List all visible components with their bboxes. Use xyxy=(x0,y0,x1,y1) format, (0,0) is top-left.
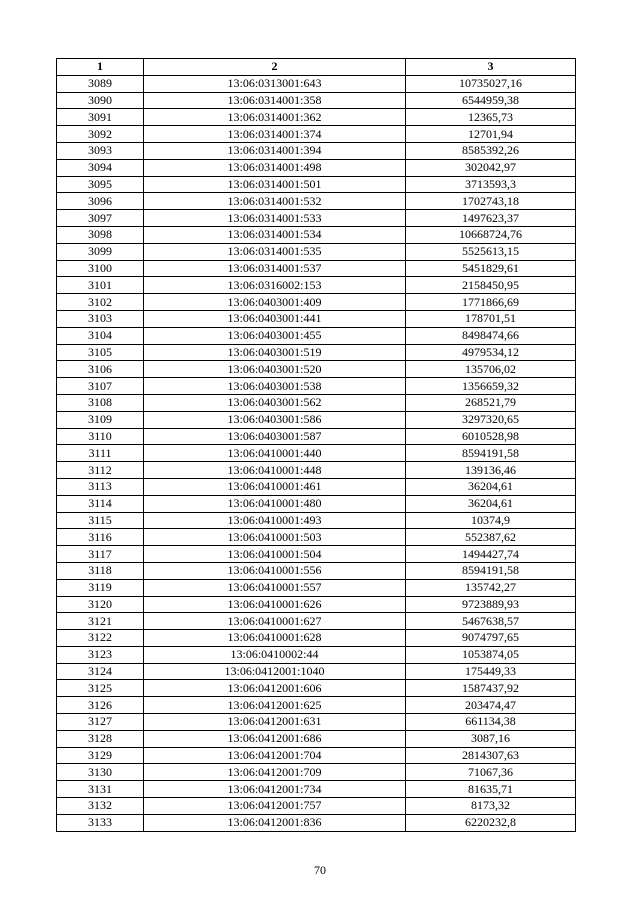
row-number-cell: 3118 xyxy=(57,562,144,579)
cadastral-number-cell: 13:06:0314001:534 xyxy=(144,226,406,243)
row-number-cell: 3101 xyxy=(57,277,144,294)
table-row xyxy=(57,193,576,210)
row-number-cell: 3089 xyxy=(57,75,144,92)
value-cell: 135742,27 xyxy=(406,579,576,596)
cadastral-number-cell: 13:06:0410001:626 xyxy=(144,596,406,613)
cadastral-number-cell: 13:06:0410001:448 xyxy=(144,462,406,479)
row-number-cell: 3108 xyxy=(57,394,144,411)
cadastral-number-cell: 13:06:0314001:394 xyxy=(144,142,406,159)
cadastral-number-cell: 13:06:0403001:562 xyxy=(144,394,406,411)
table-row xyxy=(57,680,576,697)
row-number-cell: 3113 xyxy=(57,478,144,495)
table-row xyxy=(57,781,576,798)
cadastral-number-cell: 13:06:0410001:461 xyxy=(144,478,406,495)
table-row xyxy=(57,126,576,143)
row-number-cell: 3093 xyxy=(57,142,144,159)
table-row xyxy=(57,394,576,411)
row-number-cell: 3124 xyxy=(57,663,144,680)
header-row xyxy=(57,59,576,76)
table-body xyxy=(57,75,576,831)
table-row xyxy=(57,310,576,327)
value-cell: 661134,38 xyxy=(406,714,576,731)
table-row xyxy=(57,92,576,109)
cadastral-number-cell: 13:06:0314001:532 xyxy=(144,193,406,210)
row-number-cell: 3090 xyxy=(57,92,144,109)
row-number-cell: 3131 xyxy=(57,781,144,798)
table-row xyxy=(57,277,576,294)
table-row xyxy=(57,562,576,579)
value-cell: 71067,36 xyxy=(406,764,576,781)
cadastral-number-cell: 13:06:0314001:533 xyxy=(144,210,406,227)
row-number-cell: 3129 xyxy=(57,747,144,764)
table-row xyxy=(57,814,576,831)
row-number-cell: 3117 xyxy=(57,546,144,563)
table-row xyxy=(57,243,576,260)
cadastral-number-cell: 13:06:0412001:836 xyxy=(144,814,406,831)
header-cell-2: 2 xyxy=(144,59,406,76)
cadastral-number-cell: 13:06:0403001:519 xyxy=(144,344,406,361)
row-number-cell: 3111 xyxy=(57,445,144,462)
value-cell: 1053874,05 xyxy=(406,646,576,663)
table-row xyxy=(57,462,576,479)
row-number-cell: 3128 xyxy=(57,730,144,747)
value-cell: 3087,16 xyxy=(406,730,576,747)
row-number-cell: 3104 xyxy=(57,327,144,344)
cadastral-number-cell: 13:06:0410001:628 xyxy=(144,630,406,647)
value-cell: 5451829,61 xyxy=(406,260,576,277)
value-cell: 175449,33 xyxy=(406,663,576,680)
cadastral-number-cell: 13:06:0403001:520 xyxy=(144,361,406,378)
cadastral-number-cell: 13:06:0412001:1040 xyxy=(144,663,406,680)
table-row xyxy=(57,260,576,277)
cadastral-number-cell: 13:06:0410001:503 xyxy=(144,529,406,546)
value-cell: 4979534,12 xyxy=(406,344,576,361)
table-row xyxy=(57,159,576,176)
table-row xyxy=(57,646,576,663)
value-cell: 6544959,38 xyxy=(406,92,576,109)
row-number-cell: 3110 xyxy=(57,428,144,445)
cadastral-number-cell: 13:06:0314001:535 xyxy=(144,243,406,260)
cadastral-number-cell: 13:06:0410001:440 xyxy=(144,445,406,462)
page-number: 70 xyxy=(314,863,326,877)
row-number-cell: 3122 xyxy=(57,630,144,647)
row-number-cell: 3126 xyxy=(57,697,144,714)
table-row xyxy=(57,730,576,747)
row-number-cell: 3094 xyxy=(57,159,144,176)
row-number-cell: 3107 xyxy=(57,378,144,395)
value-cell: 203474,47 xyxy=(406,697,576,714)
row-number-cell: 3130 xyxy=(57,764,144,781)
value-cell: 3713593,3 xyxy=(406,176,576,193)
value-cell: 1702743,18 xyxy=(406,193,576,210)
value-cell: 9074797,65 xyxy=(406,630,576,647)
value-cell: 10374,9 xyxy=(406,512,576,529)
row-number-cell: 3103 xyxy=(57,310,144,327)
table-row xyxy=(57,495,576,512)
row-number-cell: 3114 xyxy=(57,495,144,512)
value-cell: 2158450,95 xyxy=(406,277,576,294)
table-header xyxy=(57,59,576,76)
cadastral-number-cell: 13:06:0412001:704 xyxy=(144,747,406,764)
row-number-cell: 3127 xyxy=(57,714,144,731)
cadastral-number-cell: 13:06:0403001:441 xyxy=(144,310,406,327)
value-cell: 8173,32 xyxy=(406,798,576,815)
table-row xyxy=(57,663,576,680)
row-number-cell: 3121 xyxy=(57,613,144,630)
row-number-cell: 3115 xyxy=(57,512,144,529)
cadastral-number-cell: 13:06:0314001:537 xyxy=(144,260,406,277)
value-cell: 8594191,58 xyxy=(406,562,576,579)
row-number-cell: 3096 xyxy=(57,193,144,210)
header-cell-1: 1 xyxy=(57,59,144,76)
value-cell: 36204,61 xyxy=(406,478,576,495)
row-number-cell: 3133 xyxy=(57,814,144,831)
row-number-cell: 3099 xyxy=(57,243,144,260)
cadastral-number-cell: 13:06:0403001:538 xyxy=(144,378,406,395)
cadastral-number-cell: 13:06:0313001:643 xyxy=(144,75,406,92)
table-row xyxy=(57,176,576,193)
table-row xyxy=(57,226,576,243)
cadastral-number-cell: 13:06:0410001:557 xyxy=(144,579,406,596)
table-row xyxy=(57,613,576,630)
value-cell: 1771866,69 xyxy=(406,294,576,311)
row-number-cell: 3097 xyxy=(57,210,144,227)
value-cell: 10735027,16 xyxy=(406,75,576,92)
table-row xyxy=(57,75,576,92)
value-cell: 6220232,8 xyxy=(406,814,576,831)
row-number-cell: 3112 xyxy=(57,462,144,479)
value-cell: 1356659,32 xyxy=(406,378,576,395)
table-row xyxy=(57,344,576,361)
cadastral-number-cell: 13:06:0412001:625 xyxy=(144,697,406,714)
value-cell: 8585392,26 xyxy=(406,142,576,159)
row-number-cell: 3095 xyxy=(57,176,144,193)
cadastral-number-cell: 13:06:0403001:586 xyxy=(144,411,406,428)
row-number-cell: 3119 xyxy=(57,579,144,596)
value-cell: 178701,51 xyxy=(406,310,576,327)
value-cell: 1494427,74 xyxy=(406,546,576,563)
value-cell: 12365,73 xyxy=(406,109,576,126)
value-cell: 12701,94 xyxy=(406,126,576,143)
cadastral-number-cell: 13:06:0410001:493 xyxy=(144,512,406,529)
row-number-cell: 3123 xyxy=(57,646,144,663)
cadastral-number-cell: 13:06:0314001:358 xyxy=(144,92,406,109)
row-number-cell: 3100 xyxy=(57,260,144,277)
table-row xyxy=(57,478,576,495)
table-row xyxy=(57,411,576,428)
value-cell: 36204,61 xyxy=(406,495,576,512)
table-row xyxy=(57,361,576,378)
row-number-cell: 3125 xyxy=(57,680,144,697)
cadastral-number-cell: 13:06:0412001:606 xyxy=(144,680,406,697)
table-row xyxy=(57,378,576,395)
value-cell: 5525613,15 xyxy=(406,243,576,260)
cadastral-number-cell: 13:06:0403001:409 xyxy=(144,294,406,311)
value-cell: 6010528,98 xyxy=(406,428,576,445)
cadastral-number-cell: 13:06:0314001:374 xyxy=(144,126,406,143)
row-number-cell: 3102 xyxy=(57,294,144,311)
table-row xyxy=(57,764,576,781)
value-cell: 135706,02 xyxy=(406,361,576,378)
value-cell: 552387,62 xyxy=(406,529,576,546)
table-row xyxy=(57,747,576,764)
cadastral-number-cell: 13:06:0314001:501 xyxy=(144,176,406,193)
cadastral-number-cell: 13:06:0410001:627 xyxy=(144,613,406,630)
row-number-cell: 3091 xyxy=(57,109,144,126)
value-cell: 3297320,65 xyxy=(406,411,576,428)
table-row xyxy=(57,697,576,714)
table-row xyxy=(57,327,576,344)
value-cell: 1587437,92 xyxy=(406,680,576,697)
value-cell: 5467638,57 xyxy=(406,613,576,630)
cadastral-number-cell: 13:06:0412001:631 xyxy=(144,714,406,731)
cadastral-number-cell: 13:06:0403001:587 xyxy=(144,428,406,445)
value-cell: 2814307,63 xyxy=(406,747,576,764)
table-row xyxy=(57,546,576,563)
cadastral-number-cell: 13:06:0410001:556 xyxy=(144,562,406,579)
row-number-cell: 3132 xyxy=(57,798,144,815)
table-row xyxy=(57,630,576,647)
row-number-cell: 3106 xyxy=(57,361,144,378)
table-row xyxy=(57,512,576,529)
cadastral-number-cell: 13:06:0314001:498 xyxy=(144,159,406,176)
value-cell: 9723889,93 xyxy=(406,596,576,613)
table-row xyxy=(57,142,576,159)
table-row xyxy=(57,445,576,462)
cadastral-number-cell: 13:06:0316002:153 xyxy=(144,277,406,294)
value-cell: 10668724,76 xyxy=(406,226,576,243)
value-cell: 268521,79 xyxy=(406,394,576,411)
cadastral-number-cell: 13:06:0410001:480 xyxy=(144,495,406,512)
table-row xyxy=(57,428,576,445)
cadastral-number-cell: 13:06:0412001:709 xyxy=(144,764,406,781)
value-cell: 1497623,37 xyxy=(406,210,576,227)
value-cell: 302042,97 xyxy=(406,159,576,176)
row-number-cell: 3105 xyxy=(57,344,144,361)
value-cell: 8498474,66 xyxy=(406,327,576,344)
table-row xyxy=(57,596,576,613)
row-number-cell: 3092 xyxy=(57,126,144,143)
data-table xyxy=(56,58,576,832)
cadastral-number-cell: 13:06:0314001:362 xyxy=(144,109,406,126)
table-row xyxy=(57,210,576,227)
table-row xyxy=(57,579,576,596)
value-cell: 139136,46 xyxy=(406,462,576,479)
row-number-cell: 3109 xyxy=(57,411,144,428)
row-number-cell: 3116 xyxy=(57,529,144,546)
row-number-cell: 3098 xyxy=(57,226,144,243)
row-number-cell: 3120 xyxy=(57,596,144,613)
value-cell: 8594191,58 xyxy=(406,445,576,462)
cadastral-number-cell: 13:06:0412001:757 xyxy=(144,798,406,815)
table-row xyxy=(57,109,576,126)
cadastral-number-cell: 13:06:0412001:734 xyxy=(144,781,406,798)
cadastral-number-cell: 13:06:0403001:455 xyxy=(144,327,406,344)
table-row xyxy=(57,529,576,546)
table-row xyxy=(57,798,576,815)
table-row xyxy=(57,294,576,311)
cadastral-number-cell: 13:06:0410002:44 xyxy=(144,646,406,663)
table-row xyxy=(57,714,576,731)
cadastral-number-cell: 13:06:0410001:504 xyxy=(144,546,406,563)
header-cell-3: 3 xyxy=(406,59,576,76)
cadastral-number-cell: 13:06:0412001:686 xyxy=(144,730,406,747)
value-cell: 81635,71 xyxy=(406,781,576,798)
